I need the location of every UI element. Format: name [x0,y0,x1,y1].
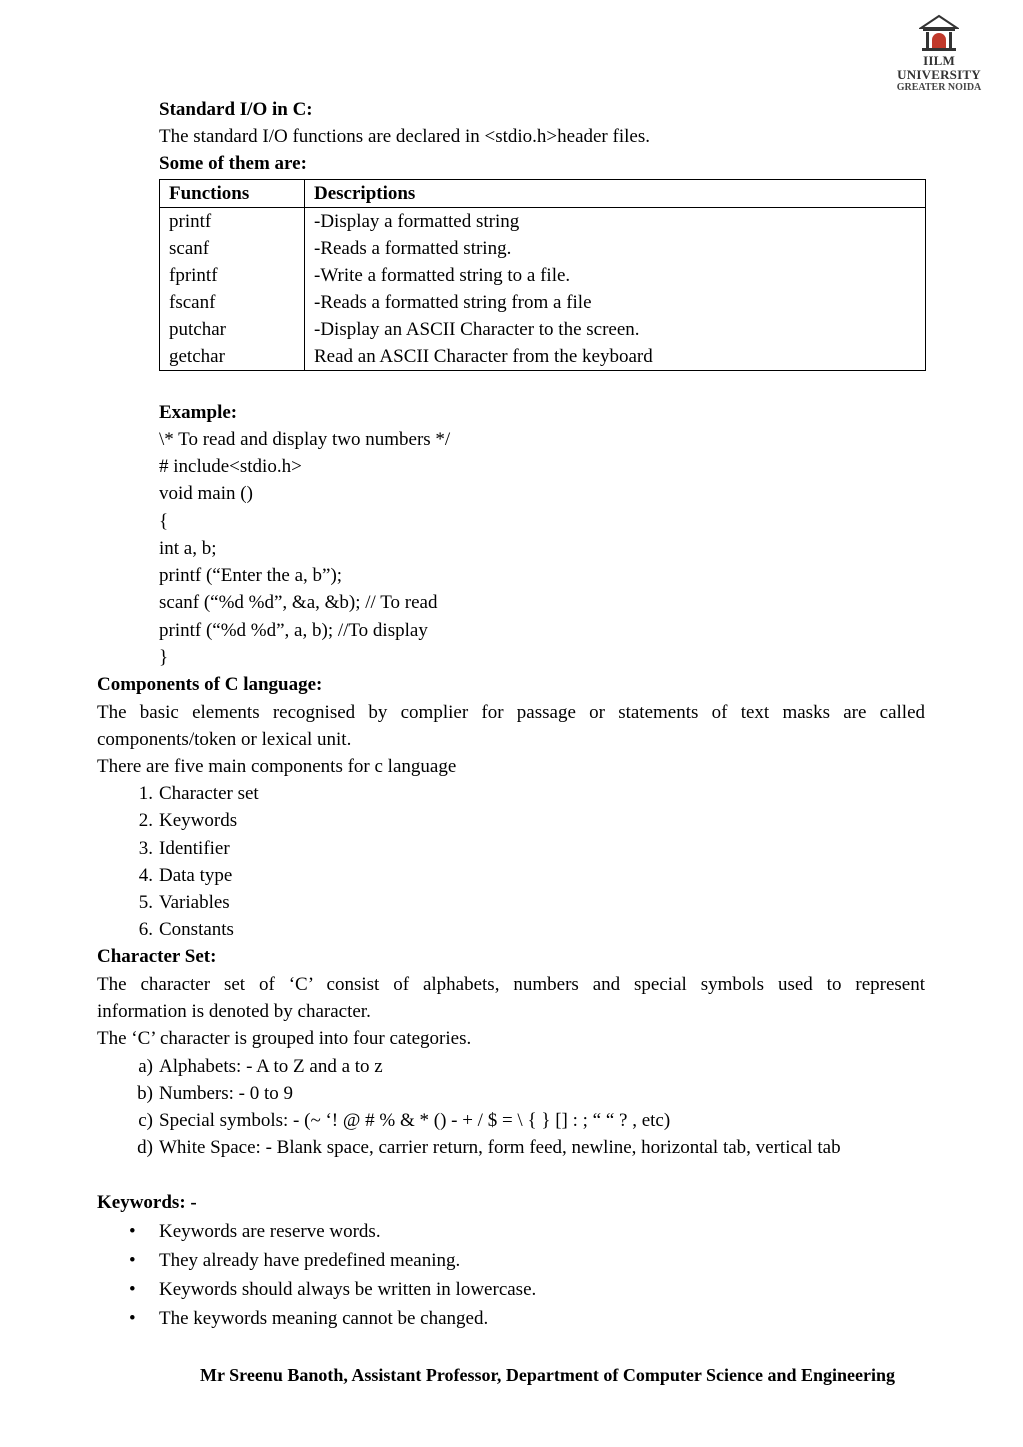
list-marker: 2. [138,810,153,831]
table-row [160,262,926,289]
charset-paragraph-line: information is denoted by character. [97,1001,371,1022]
table-header-descriptions: Descriptions [305,180,926,208]
list-item-text: The keywords meaning cannot be changed. [159,1308,489,1329]
table-cell-function: scanf [160,235,305,262]
table-cell-description: -Display an ASCII Character to the screen. [305,316,926,343]
io-functions-table [159,179,926,371]
list-item-text: Character set [159,783,259,804]
keywords-heading: Keywords: - [97,1192,197,1213]
components-paragraph-line: The basic elements recognised by complier for passage or statements of text masks are called [97,702,925,723]
list-item-text: They already have predefined meaning. [159,1250,461,1271]
example-heading: Example: [159,402,238,423]
table-row [160,235,926,262]
list-marker: b) [137,1083,153,1104]
table-row [160,316,926,343]
table-header-row [160,180,926,208]
table-row [160,343,926,371]
charset-intro: The ‘C’ character is grouped into four categories. [97,1028,472,1049]
list-marker: 5. [138,892,153,913]
table-cell-function: fscanf [160,289,305,316]
bullet-icon: • [129,1221,136,1242]
components-heading: Components of C language: [97,674,323,695]
list-marker: 3. [138,838,153,859]
list-item-text: Data type [159,865,233,886]
code-line: scanf (“%d %d”, &a, &b); // To read [159,592,438,613]
table-header-functions: Functions [160,180,305,208]
bullet-icon: • [129,1250,136,1271]
bullet-icon: • [129,1308,136,1329]
table-cell-description: -Reads a formatted string from a file [305,289,926,316]
code-line: void main () [159,483,253,504]
code-line: printf (“Enter the a, b”); [159,565,343,586]
list-item-text: White Space: - Blank space, carrier return, form feed, newline, horizontal tab, vertical tab [159,1137,841,1158]
table-cell-description: -Display a formatted string [305,208,926,236]
list-marker: 1. [138,783,153,804]
list-item-text: Special symbols: - (~ ‘! @ # % & * () - + / $ = \ { } [] : ; “ “ ? , etc) [159,1110,671,1131]
std-io-heading: Standard I/O in C: [159,99,313,120]
std-io-subheading: Some of them are: [159,153,307,174]
page-footer: Mr Sreenu Banoth, Assistant Professor, Department of Computer Science and Engineering [200,1365,895,1385]
table-cell-function: getchar [160,343,305,371]
list-marker: c) [138,1110,153,1131]
list-item-text: Keywords should always be written in lowercase. [159,1279,537,1300]
university-building-icon [919,14,959,54]
code-line: \* To read and display two numbers */ [159,429,451,450]
code-line: int a, b; [159,538,217,559]
table-cell-description: -Reads a formatted string. [305,235,926,262]
logo-location: GREATER NOIDA [896,82,982,93]
table-cell-function: printf [160,208,305,236]
code-line: # include<stdio.h> [159,456,302,477]
table-row [160,289,926,316]
table-cell-function: fprintf [160,262,305,289]
list-marker: 4. [138,865,153,886]
list-marker: 6. [138,919,153,940]
table-cell-description: -Write a formatted string to a file. [305,262,926,289]
charset-heading: Character Set: [97,946,217,967]
university-logo [884,14,994,93]
list-item-text: Identifier [159,838,230,859]
list-item-text: Keywords are reserve words. [159,1221,381,1242]
list-marker: d) [137,1137,153,1158]
code-line: printf (“%d %d”, a, b); //To display [159,620,428,641]
table-cell-description: Read an ASCII Character from the keyboard [305,343,926,371]
list-item-text: Keywords [159,810,238,831]
table-cell-function: putchar [160,316,305,343]
list-item-text: Variables [159,892,230,913]
charset-paragraph-line: The character set of ‘C’ consist of alphabets, numbers and special symbols used to represent [97,974,925,995]
list-item-text: Constants [159,919,234,940]
logo-university-name: IILM UNIVERSITY [897,53,981,82]
code-line: { [159,511,169,532]
components-intro: There are five main components for c language [97,756,457,777]
list-item-text: Alphabets: - A to Z and a to z [159,1056,383,1077]
list-item-text: Numbers: - 0 to 9 [159,1083,294,1104]
std-io-intro: The standard I/O functions are declared in <stdio.h>header files. [159,126,650,147]
code-line: } [159,647,169,668]
list-marker: a) [138,1056,153,1077]
bullet-icon: • [129,1279,136,1300]
components-paragraph-line: components/token or lexical unit. [97,729,352,750]
table-row [160,208,926,236]
